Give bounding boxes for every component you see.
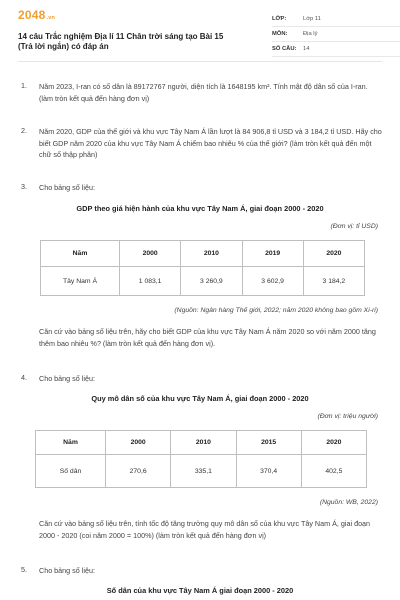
meta-row-subject <box>272 27 400 42</box>
table-cell: 3 602,9 <box>242 267 303 296</box>
table-cell: Tây Nam Á <box>41 267 120 296</box>
question-number: 2. <box>21 126 27 135</box>
table2-unit: (Đơn vị: triệu người) <box>317 413 378 420</box>
table-cell: 2000 <box>120 241 181 267</box>
table-cell: 2020 <box>303 241 364 267</box>
meta-key: MÔN: <box>272 31 288 37</box>
table-cell: 2010 <box>171 431 236 455</box>
table-cell: 2010 <box>181 241 242 267</box>
question-number: 4. <box>21 373 27 382</box>
question-number: 3. <box>21 182 27 191</box>
question-5 <box>18 565 382 577</box>
table-cell: Năm <box>41 241 120 267</box>
table-cell: 270,6 <box>106 455 171 488</box>
meta-row-class <box>272 12 400 27</box>
question-1 <box>18 81 382 104</box>
table-cell: 335,1 <box>171 455 236 488</box>
meta-value: Lớp 11 <box>303 16 321 22</box>
question-text: Cho bảng số liệu: <box>39 374 95 383</box>
meta-value: 14 <box>303 46 310 52</box>
site-logo[interactable]: 2048.vn <box>18 8 56 22</box>
meta-key: LỚP: <box>272 16 287 22</box>
table2-title: Quy mô dân số của khu vực Tây Nam Á, giai đoạn 2000 - 2020 <box>91 394 309 403</box>
question-text: Cho bảng số liệu: <box>39 566 95 575</box>
question-text: Năm 2020, GDP của thế giới và khu vực Tây Nam Á lần lượt là 84 906,8 tỉ USD và 3 184,2 tỉ USD. Hãy cho biết GDP năm 2020 của khu vực Tây Nam Á chiếm bao nhiêu % của thế giới? (làm tròn kết quả đến một chữ số thập phân) <box>39 127 382 159</box>
table-header-row <box>41 241 365 267</box>
meta-row-count <box>272 42 400 57</box>
meta-value: Địa lý <box>303 31 318 37</box>
table-cell: 2020 <box>301 431 366 455</box>
table1 <box>40 240 365 296</box>
question-number: 5. <box>21 565 27 574</box>
table-row <box>36 455 367 488</box>
question-2 <box>18 126 382 161</box>
meta-info <box>272 12 400 57</box>
table-cell: Số dân <box>36 455 106 488</box>
table1-title: GDP theo giá hiện hành của khu vực Tây Nam Á, giai đoạn 2000 - 2020 <box>76 204 324 213</box>
table-cell: 2015 <box>236 431 301 455</box>
page-header <box>18 0 382 62</box>
table2 <box>35 430 367 488</box>
question-text: Năm 2023, I-ran có số dân là 89172767 người, diện tích là 1648195 km². Tính mật độ dân số của I-ran. (làm tròn kết quả đến hàng đơn vị) <box>39 82 368 103</box>
table1-question <box>18 326 382 349</box>
question-text: Cho bảng số liệu: <box>39 183 95 192</box>
question-4 <box>18 373 382 385</box>
document-title: 14 câu Trắc nghiệm Địa lí 11 Chân trời sáng tạo Bài 15 (Trả lời ngắn) có đáp án <box>18 32 224 51</box>
question-text: Căn cứ vào bảng số liệu trên, tính tốc độ tăng trưởng quy mô dân số của khu vực Tây Nam Á, giai đoạn 2000 - 2020 (coi năm 2000 = 100%) (làm tròn kết quả đến hàng đơn vị) <box>39 519 371 540</box>
question-text: Căn cứ vào bảng số liệu trên, hãy cho biết GDP của khu vực Tây Nam Á năm 2020 so với năm 2000 tăng thêm bao nhiêu %? (làm tròn kết quả đến hàng đơn vị). <box>39 327 376 348</box>
table-row <box>41 267 365 296</box>
table-cell: 2019 <box>242 241 303 267</box>
table3-title: Số dân của khu vực Tây Nam Á giai đoạn 2000 - 2020 <box>106 586 294 595</box>
question-3 <box>18 182 382 194</box>
table-cell: 370,4 <box>236 455 301 488</box>
table1-unit: (Đơn vị: tỉ USD) <box>330 223 378 230</box>
table-header-row <box>36 431 367 455</box>
table-cell: Năm <box>36 431 106 455</box>
table2-source: (Nguồn: WB, 2022) <box>319 499 378 506</box>
table-cell: 3 260,9 <box>181 267 242 296</box>
table-cell: 3 184,2 <box>303 267 364 296</box>
table-cell: 2000 <box>106 431 171 455</box>
table-cell: 402,5 <box>301 455 366 488</box>
table1-source: (Nguồn: Ngân hàng Thế giới, 2022; năm 2020 không bao gồm Xi-ri) <box>174 307 378 314</box>
table-cell: 1 083,1 <box>120 267 181 296</box>
table2-question <box>18 518 382 541</box>
question-number: 1. <box>21 81 27 90</box>
meta-key: SỐ CÂU: <box>272 46 297 52</box>
